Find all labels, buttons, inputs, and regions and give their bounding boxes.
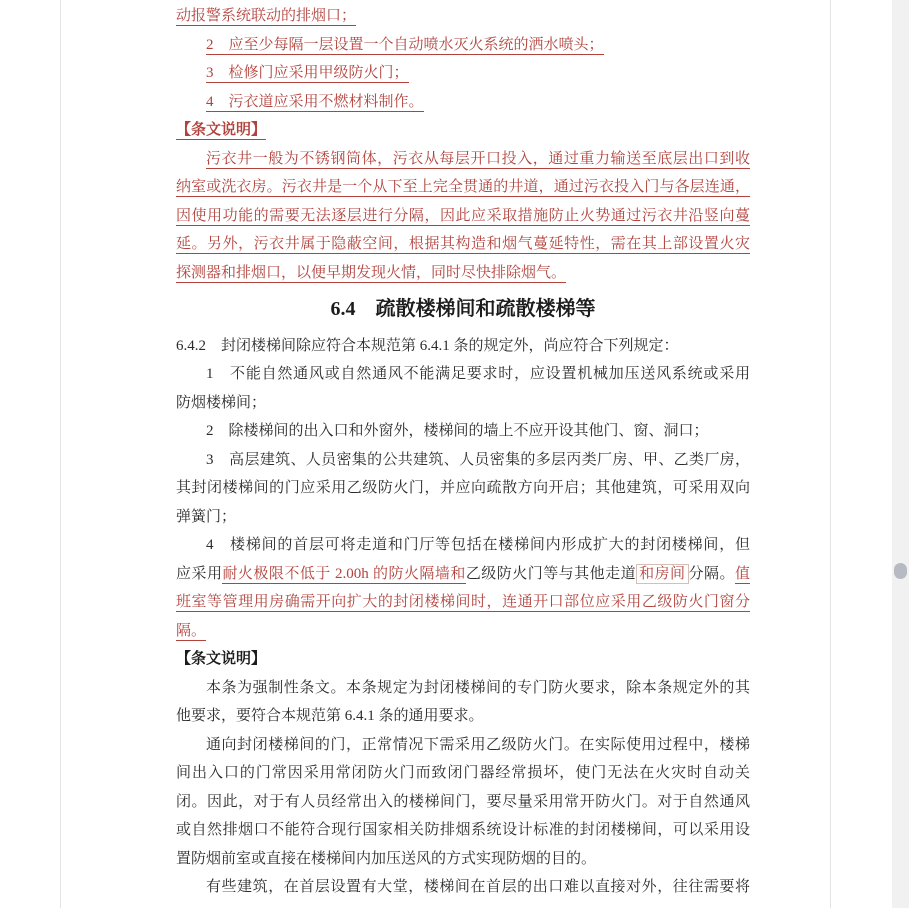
- red-continuation-line: [176, 2, 750, 31]
- item-2: [176, 417, 750, 446]
- text-segment: 分隔。: [688, 565, 735, 582]
- text-segment: 班室等管理用房确需开向扩大的封闭楼梯间时，连通开口部位应采用乙级防火门窗分: [176, 594, 750, 610]
- red-para-line-4: [176, 230, 750, 259]
- clause-642-intro: [176, 332, 750, 361]
- red-item-2: [176, 31, 750, 60]
- text-segment: 3 检修门应采用甲级防火门；: [206, 65, 409, 81]
- text-segment: 值: [734, 565, 750, 582]
- item-3-line-2: [176, 474, 750, 503]
- text-segment: 通向封闭楼梯间的门，正常情况下需采用乙级防火门。在实际使用过程中，楼梯: [206, 736, 750, 753]
- scrollbar-thumb[interactable]: [894, 563, 907, 579]
- text-segment: 探测器和排烟口，以便早期发现火情，同时尽快排除烟气。: [176, 264, 567, 281]
- page-content: [176, 2, 750, 902]
- text-segment: 【条文说明】: [176, 122, 267, 138]
- text-segment: 【条文说明】: [176, 651, 267, 667]
- text-segment: 本条为强制性条文。本条规定为封闭楼梯间的专门防火要求，除本条规定外的其: [206, 679, 750, 696]
- note-para-2-line-5: [176, 845, 750, 874]
- red-para-line-1: [176, 145, 750, 174]
- text-segment: 3 高层建筑、人员密集的公共建筑、人员密集的多层丙类厂房、甲、乙类厂房，: [206, 451, 750, 468]
- section-heading: [176, 295, 750, 324]
- note-para-1-line-1: [176, 674, 750, 703]
- text-segment: 和房间: [636, 564, 688, 584]
- red-item-4: [176, 88, 750, 117]
- note-para-2-line-4: [176, 816, 750, 845]
- text-segment: 动报警系统联动的排烟口；: [176, 8, 357, 24]
- red-item-3: [176, 59, 750, 88]
- text-segment: 延。另外，污衣井属于隐蔽空间，根据其构造和烟气蔓延特性，需在其上部设置火灾: [176, 236, 750, 252]
- scrollbar-track[interactable]: [892, 0, 909, 908]
- text-segment: 4 污衣道应采用不燃材料制作。: [206, 93, 424, 110]
- text-segment: 污衣井一般为不锈钢筒体，污衣从每层开口投入，通过重力输送至底层出口到收: [206, 150, 750, 167]
- text-segment: 弹簧门；: [176, 508, 237, 525]
- text-segment: 置防烟前室或直接在楼梯间内加压送风的方式实现防烟的目的。: [176, 850, 597, 867]
- red-clause-note-label: [176, 116, 750, 145]
- item-3-line-3: [176, 503, 750, 532]
- text-segment: 有些建筑，在首层设置有大堂，楼梯间在首层的出口难以直接对外，往往需要将: [206, 879, 750, 895]
- text-segment: 间出入口的门常因采用常闭防火门而致闭门器经常损坏，使门无法在火灾时自动关: [176, 765, 750, 781]
- text-segment: 隔。: [176, 622, 207, 639]
- text-segment: 防烟楼梯间；: [176, 394, 267, 411]
- item-4-line-4: [176, 617, 750, 646]
- text-segment: 纳室或洗衣房。污衣井是一个从下至上完全贯通的井道，通过污衣投入门与各层连通，: [176, 179, 750, 195]
- text-segment: 1 不能自然通风或自然通风不能满足要求时，应设置机械加压送风系统或采用: [206, 366, 750, 382]
- note-para-2-line-1: [176, 731, 750, 760]
- note-para-2-line-2: [176, 759, 750, 788]
- item-4-line-3: [176, 588, 750, 617]
- text-segment: 6.4 疏散楼梯间和疏散楼梯等: [330, 298, 596, 320]
- text-segment: 耐火极限不低于 2.00h 的防火隔墙和: [222, 565, 466, 582]
- item-1-line-2: [176, 389, 750, 418]
- text-segment: 2 应至少每隔一层设置一个自动喷水灭火系统的洒水喷头；: [206, 36, 604, 53]
- text-segment: 他要求，要符合本规范第 6.4.1 条的通用要求。: [176, 708, 484, 724]
- clause-note-label: [176, 645, 750, 674]
- text-segment: 6.4.2 封闭楼梯间除应符合本规范第 6.4.1 条的规定外，尚应符合下列规定：: [176, 337, 679, 354]
- text-segment: 闭。因此，对于有人员经常出入的楼梯间门，要尽量采用常开防火门。对于自然通风: [176, 793, 750, 810]
- red-para-line-5: [176, 259, 750, 288]
- note-para-1-line-2: [176, 702, 750, 731]
- text-segment: 因使用功能的需要无法逐层进行分隔，因此应采取措施防止火势通过污衣井沿竖向蔓: [176, 207, 750, 224]
- note-para-2-line-3: [176, 788, 750, 817]
- text-segment: 4 楼梯间的首层可将走道和门厅等包括在楼梯间内形成扩大的封闭楼梯间，但: [206, 537, 750, 553]
- text-segment: 或自然排烟口不能符合现行国家相关防排烟系统设计标准的封闭楼梯间，可以采用设: [176, 822, 750, 838]
- text-segment: 乙级防火门等与其他走道: [465, 565, 637, 582]
- text-segment: 其封闭楼梯间的门应采用乙级防火门，并应向疏散方向开启；其他建筑，可采用双向: [176, 480, 750, 496]
- item-4-line-2: [176, 560, 750, 589]
- red-para-line-2: [176, 173, 750, 202]
- text-segment: 2 除楼梯间的出入口和外窗外，楼梯间的墙上不应开设其他门、窗、洞口；: [206, 423, 709, 439]
- note-para-3-line-1: [176, 873, 750, 902]
- item-1-line-1: [176, 360, 750, 389]
- document-page: [60, 0, 831, 908]
- item-4-line-1: [176, 531, 750, 560]
- item-3-line-1: [176, 446, 750, 475]
- text-segment: 应采用: [176, 565, 223, 582]
- red-para-line-3: [176, 202, 750, 231]
